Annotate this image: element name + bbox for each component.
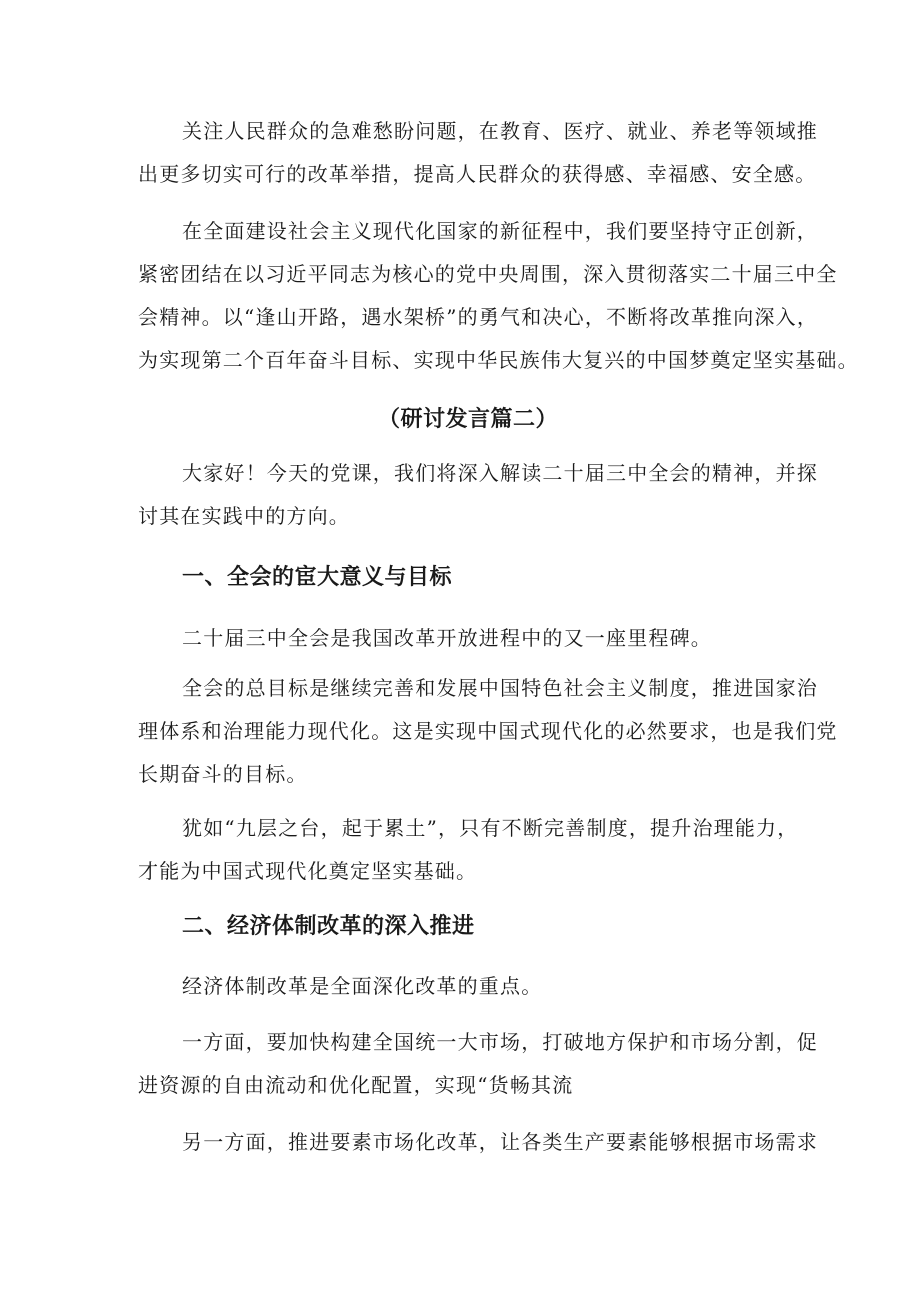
text-line: 关注人民群众的急难愁盼问题，在教育、医疗、就业、养老等领域推 xyxy=(182,119,818,143)
text-line: 另一方面，推进要素市场化改革，让各类生产要素能够根据市场需求 xyxy=(182,1130,818,1154)
speech-title: （研讨发言篇二） xyxy=(377,407,558,432)
text-line: 长期奋斗的目标。 xyxy=(138,762,308,786)
text-line: 会精神。以“逢山开路，遇水架桥”的勇气和决心，不断将改革推向深入， xyxy=(138,305,819,329)
text-line: 理体系和治理能力现代化。这是实现中国式现代化的必然要求，也是我们党 xyxy=(138,719,838,743)
text-line: 经济体制改革是全面深化改革的重点。 xyxy=(182,974,543,998)
paragraph-people-concerns xyxy=(138,110,818,196)
text-line: 紧密团结在以习近平同志为核心的党中央周围，深入贯彻落实二十届三中全 xyxy=(138,262,838,286)
paragraph-factor-market xyxy=(138,1121,818,1164)
text-line: 一方面，要加快构建全国统一大市场，打破地方保护和市场分割，促 xyxy=(182,1030,818,1054)
paragraph-milestone xyxy=(138,617,798,660)
paragraph-unified-market xyxy=(138,1021,818,1107)
text-line: 进资源的自由流动和优化配置，实现“货畅其流 xyxy=(138,1073,574,1097)
text-line: 全会的总目标是继续完善和发展中国特色社会主义制度，推进国家治 xyxy=(182,676,818,700)
text-line: 出更多切实可行的改革举措，提高人民群众的获得感、幸福感、安全感。 xyxy=(138,162,817,186)
section-heading-significance: 一、全会的宦大意义与目标 xyxy=(182,565,453,590)
text-line: 犹如“九层之台，起于累土”，只有不断完善制度，提升治理能力， xyxy=(182,816,799,840)
text-line: 在全面建设社会主义现代化国家的新征程中，我们要坚持守正创新， xyxy=(182,219,818,243)
text-line: 讨其在实践中的方向。 xyxy=(138,504,350,528)
paragraph-overall-goal xyxy=(138,667,838,796)
text-line: 二十届三中全会是我国改革开放进程中的又一座里程碑。 xyxy=(182,626,712,650)
text-line: 大家好！今天的党课，我们将深入解读二十届三中全会的精神，并探 xyxy=(182,461,818,485)
text-line: 为实现第二个百年奋斗目标、实现中华民族伟大复兴的中国梦奠定坚实基础。 xyxy=(138,348,859,372)
paragraph-greeting xyxy=(138,452,818,538)
paragraph-nine-storey xyxy=(138,807,798,893)
paragraph-new-journey xyxy=(138,210,859,382)
paragraph-economic-focus xyxy=(138,965,798,1008)
section-heading-economic-reform: 二、经济体制改革的深入推进 xyxy=(182,914,475,939)
text-line: 才能为中国式现代化奠定坚实基础。 xyxy=(138,859,478,883)
